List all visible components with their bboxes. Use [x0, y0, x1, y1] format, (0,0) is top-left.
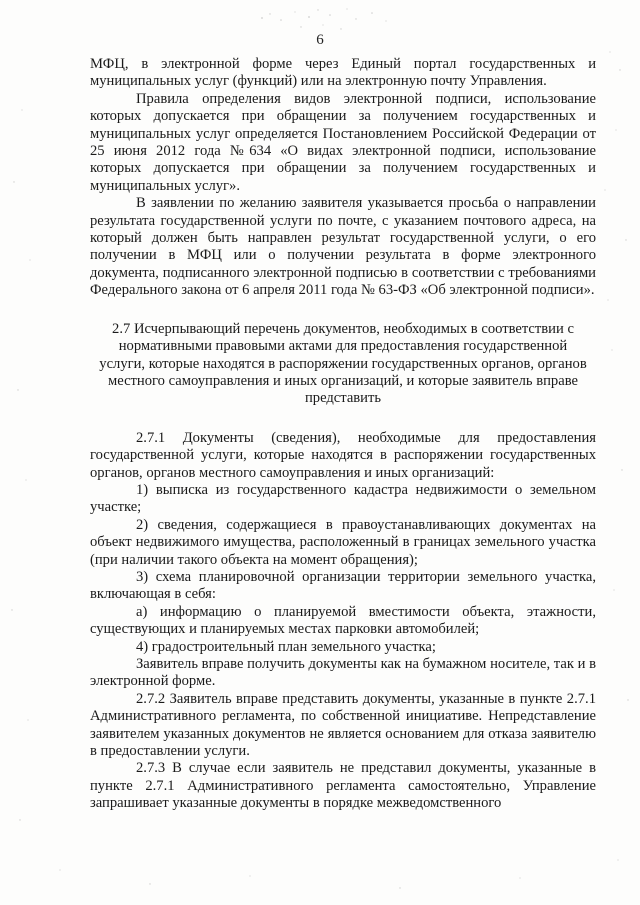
- paragraph-document-format: Заявитель вправе получить документы как на бумажном носителе, так и в электронной форме.: [90, 656, 596, 690]
- list-item-2: 2) сведения, содержащиеся в правоустанавливающих документах на объект недвижимого имущества, расположенный в границах земельного участка (при наличии такого объекта на момент обращения);: [90, 516, 596, 568]
- document-body: [90, 56, 596, 813]
- list-item-4: 4) градостроительный план земельного участка;: [136, 638, 436, 655]
- page-number: 6: [316, 32, 324, 48]
- paragraph-2-7-1: 2.7.1 Документы (сведения), необходимые для предоставления государственной услуги, которые находятся в распоряжении государственных органов, органов местного самоуправления и иных организаций:: [90, 429, 596, 481]
- list-item-3a: а) информацию о планируемой вместимости объекта, этажности, существующих и планируемых местах парковки автомобилей;: [90, 603, 596, 638]
- list-item-1: 1) выписка из государственного кадастра недвижимости о земельном участке;: [90, 481, 596, 516]
- paragraph-result-delivery: В заявлении по желанию заявителя указывается просьба о направлении результата государственной услуги по почте, с указанием почтового адреса, на который должен быть направлен результат государственной услуги, о его получении в МФЦ или о получении результата в форме электронного документа, подписанного электронной подписью в соответствии с требованиями Федерального закона от 6 апреля 2011 года № 63-ФЗ «Об электронной подписи».: [90, 195, 596, 299]
- section-heading-2-7: 2.7 Исчерпывающий перечень документов, необходимых в соответствии с нормативными правовыми актами для предоставления государственной услуги, которые находятся в распоряжении государственных органов, органов местного самоуправления и иных организаций, и которые заявитель вправе представить: [99, 320, 587, 407]
- paragraph-continuation: МФЦ, в электронной форме через Единый портал государственных и муниципальных услуг (функций) или на электронную почту Управления.: [90, 56, 596, 90]
- paragraph-signature-rules: Правила определения видов электронной подписи, использование которых допускается при обращении за получением государственных и муниципальных услуг определяется Постановлением Российской Федерации от 25 июня 2012 года №634 «О видах электронной подписи, использование которых допускается при обращении за получением государственных и муниципальных услуг».: [90, 90, 596, 194]
- paragraph-2-7-2: 2.7.2 Заявитель вправе представить документы, указанные в пункте 2.7.1 Административного регламента, по собственной инициативе. Непредставление заявителем указанных документов не является основанием для отказа заявителю в предоставлении услуги.: [90, 690, 596, 760]
- list-item-3: 3) схема планировочной организации территории земельного участка, включающая в себя:: [90, 568, 596, 603]
- paragraph-2-7-3: 2.7.3 В случае если заявитель не представил документы, указанные в пункте 2.7.1 Административного регламента самостоятельно, Управление запрашивает указанные документы в порядке межведомственного: [90, 760, 596, 812]
